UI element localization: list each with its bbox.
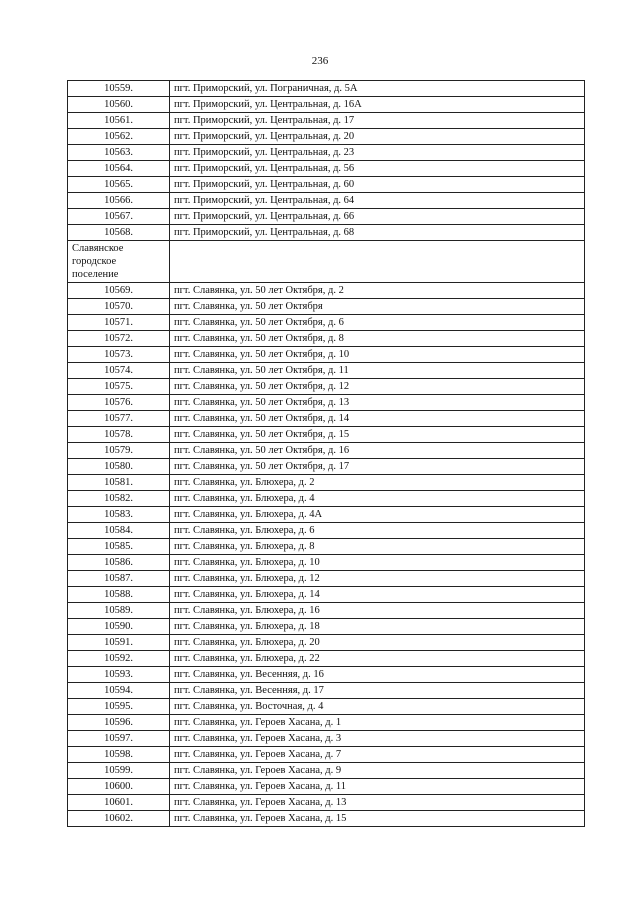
entry-number: 10574.: [68, 363, 170, 379]
table-row: [68, 193, 585, 209]
entry-address: пгт. Приморский, ул. Пограничная, д. 5А: [170, 81, 585, 97]
table-row: [68, 81, 585, 97]
entry-address: пгт. Славянка, ул. 50 лет Октября, д. 14: [170, 411, 585, 427]
entry-address: пгт. Славянка, ул. Блюхера, д. 10: [170, 555, 585, 571]
table-row: [68, 129, 585, 145]
entry-number: 10589.: [68, 603, 170, 619]
table-row: [68, 411, 585, 427]
entry-address: пгт. Славянка, ул. Героев Хасана, д. 9: [170, 763, 585, 779]
entry-address: пгт. Славянка, ул. 50 лет Октября, д. 8: [170, 331, 585, 347]
entry-number: 10570.: [68, 299, 170, 315]
table-row: [68, 379, 585, 395]
entry-address: пгт. Приморский, ул. Центральная, д. 17: [170, 113, 585, 129]
entry-number: 10583.: [68, 507, 170, 523]
entry-number: 10595.: [68, 699, 170, 715]
entry-number: 10599.: [68, 763, 170, 779]
table-row: [68, 475, 585, 491]
entry-address: пгт. Славянка, ул. Блюхера, д. 4А: [170, 507, 585, 523]
section-empty-cell: [170, 241, 585, 283]
table-row: [68, 779, 585, 795]
entry-number: 10600.: [68, 779, 170, 795]
entry-address: пгт. Славянка, ул. Героев Хасана, д. 15: [170, 811, 585, 827]
entry-number: 10596.: [68, 715, 170, 731]
table-row: [68, 315, 585, 331]
table-row: [68, 571, 585, 587]
table-row: [68, 299, 585, 315]
table-row: [68, 491, 585, 507]
entry-number: 10591.: [68, 635, 170, 651]
table-row: [68, 523, 585, 539]
entry-address: пгт. Славянка, ул. Весенняя, д. 17: [170, 683, 585, 699]
entry-address: пгт. Славянка, ул. Блюхера, д. 14: [170, 587, 585, 603]
entry-address: пгт. Славянка, ул. 50 лет Октября, д. 12: [170, 379, 585, 395]
entry-number: 10567.: [68, 209, 170, 225]
entry-number: 10578.: [68, 427, 170, 443]
table-row: [68, 731, 585, 747]
entry-address: пгт. Славянка, ул. Героев Хасана, д. 3: [170, 731, 585, 747]
entry-number: 10592.: [68, 651, 170, 667]
section-label: Славянское городское поселение: [68, 241, 170, 283]
entry-address: пгт. Приморский, ул. Центральная, д. 64: [170, 193, 585, 209]
table-row: [68, 699, 585, 715]
section-row: [68, 241, 585, 283]
table-row: [68, 459, 585, 475]
entry-address: пгт. Приморский, ул. Центральная, д. 23: [170, 145, 585, 161]
table-row: [68, 177, 585, 193]
entry-address: пгт. Приморский, ул. Центральная, д. 56: [170, 161, 585, 177]
entry-number: 10576.: [68, 395, 170, 411]
table-row: [68, 811, 585, 827]
entry-number: 10575.: [68, 379, 170, 395]
table-row: [68, 209, 585, 225]
entry-number: 10585.: [68, 539, 170, 555]
table-row: [68, 539, 585, 555]
entry-number: 10573.: [68, 347, 170, 363]
table-row: [68, 113, 585, 129]
entry-address: пгт. Славянка, ул. Блюхера, д. 20: [170, 635, 585, 651]
entry-number: 10594.: [68, 683, 170, 699]
table-row: [68, 619, 585, 635]
table-row: [68, 225, 585, 241]
table-row: [68, 283, 585, 299]
table-row: [68, 97, 585, 113]
entry-address: пгт. Славянка, ул. Блюхера, д. 18: [170, 619, 585, 635]
entry-number: 10560.: [68, 97, 170, 113]
table-row: [68, 395, 585, 411]
entry-address: пгт. Приморский, ул. Центральная, д. 66: [170, 209, 585, 225]
entry-number: 10559.: [68, 81, 170, 97]
entry-number: 10586.: [68, 555, 170, 571]
table-row: [68, 145, 585, 161]
entry-number: 10579.: [68, 443, 170, 459]
page-number: 236: [311, 55, 329, 67]
entry-address: пгт. Славянка, ул. Героев Хасана, д. 1: [170, 715, 585, 731]
entry-number: 10569.: [68, 283, 170, 299]
entry-number: 10601.: [68, 795, 170, 811]
entry-address: пгт. Славянка, ул. 50 лет Октября, д. 13: [170, 395, 585, 411]
entry-number: 10584.: [68, 523, 170, 539]
entry-number: 10597.: [68, 731, 170, 747]
entry-address: пгт. Приморский, ул. Центральная, д. 16А: [170, 97, 585, 113]
entry-address: пгт. Славянка, ул. Блюхера, д. 22: [170, 651, 585, 667]
entry-address: пгт. Славянка, ул. 50 лет Октября, д. 15: [170, 427, 585, 443]
entry-address: пгт. Приморский, ул. Центральная, д. 68: [170, 225, 585, 241]
entry-address: пгт. Славянка, ул. 50 лет Октября, д. 10: [170, 347, 585, 363]
entry-address: пгт. Славянка, ул. Блюхера, д. 8: [170, 539, 585, 555]
entry-number: 10582.: [68, 491, 170, 507]
entry-address: пгт. Славянка, ул. Весенняя, д. 16: [170, 667, 585, 683]
table-row: [68, 683, 585, 699]
table-row: [68, 667, 585, 683]
entry-address: пгт. Славянка, ул. 50 лет Октября, д. 2: [170, 283, 585, 299]
table-row: [68, 331, 585, 347]
entry-number: 10590.: [68, 619, 170, 635]
entry-number: 10571.: [68, 315, 170, 331]
table-row: [68, 443, 585, 459]
entry-address: пгт. Славянка, ул. 50 лет Октября, д. 17: [170, 459, 585, 475]
table-row: [68, 795, 585, 811]
entry-address: пгт. Славянка, ул. Героев Хасана, д. 7: [170, 747, 585, 763]
table-row: [68, 635, 585, 651]
table-row: [68, 747, 585, 763]
entry-number: 10588.: [68, 587, 170, 603]
entry-number: 10566.: [68, 193, 170, 209]
entry-number: 10561.: [68, 113, 170, 129]
entry-address: пгт. Славянка, ул. Блюхера, д. 4: [170, 491, 585, 507]
table-row: [68, 427, 585, 443]
table-row: [68, 347, 585, 363]
table-row: [68, 587, 585, 603]
table-row: [68, 603, 585, 619]
entry-number: 10565.: [68, 177, 170, 193]
entry-number: 10602.: [68, 811, 170, 827]
entry-address: пгт. Славянка, ул. 50 лет Октября, д. 6: [170, 315, 585, 331]
table-row: [68, 161, 585, 177]
address-table: [67, 80, 585, 827]
table-row: [68, 763, 585, 779]
entry-address: пгт. Приморский, ул. Центральная, д. 20: [170, 129, 585, 145]
entry-address: пгт. Славянка, ул. Блюхера, д. 6: [170, 523, 585, 539]
entry-address: пгт. Славянка, ул. Блюхера, д. 16: [170, 603, 585, 619]
entry-address: пгт. Славянка, ул. Блюхера, д. 12: [170, 571, 585, 587]
table-row: [68, 363, 585, 379]
entry-address: пгт. Славянка, ул. 50 лет Октября, д. 11: [170, 363, 585, 379]
entry-number: 10577.: [68, 411, 170, 427]
entry-number: 10568.: [68, 225, 170, 241]
entry-number: 10593.: [68, 667, 170, 683]
entry-number: 10572.: [68, 331, 170, 347]
entry-address: пгт. Славянка, ул. Блюхера, д. 2: [170, 475, 585, 491]
table-row: [68, 715, 585, 731]
address-table-body: [68, 81, 585, 827]
entry-number: 10581.: [68, 475, 170, 491]
entry-address: пгт. Славянка, ул. 50 лет Октября, д. 16: [170, 443, 585, 459]
entry-number: 10564.: [68, 161, 170, 177]
table-row: [68, 651, 585, 667]
table-row: [68, 507, 585, 523]
entry-number: 10562.: [68, 129, 170, 145]
entry-address: пгт. Славянка, ул. Восточная, д. 4: [170, 699, 585, 715]
entry-address: пгт. Славянка, ул. Героев Хасана, д. 11: [170, 779, 585, 795]
entry-number: 10587.: [68, 571, 170, 587]
table-row: [68, 555, 585, 571]
entry-address: пгт. Славянка, ул. 50 лет Октября: [170, 299, 585, 315]
entry-address: пгт. Славянка, ул. Героев Хасана, д. 13: [170, 795, 585, 811]
entry-number: 10598.: [68, 747, 170, 763]
entry-number: 10563.: [68, 145, 170, 161]
entry-number: 10580.: [68, 459, 170, 475]
entry-address: пгт. Приморский, ул. Центральная, д. 60: [170, 177, 585, 193]
